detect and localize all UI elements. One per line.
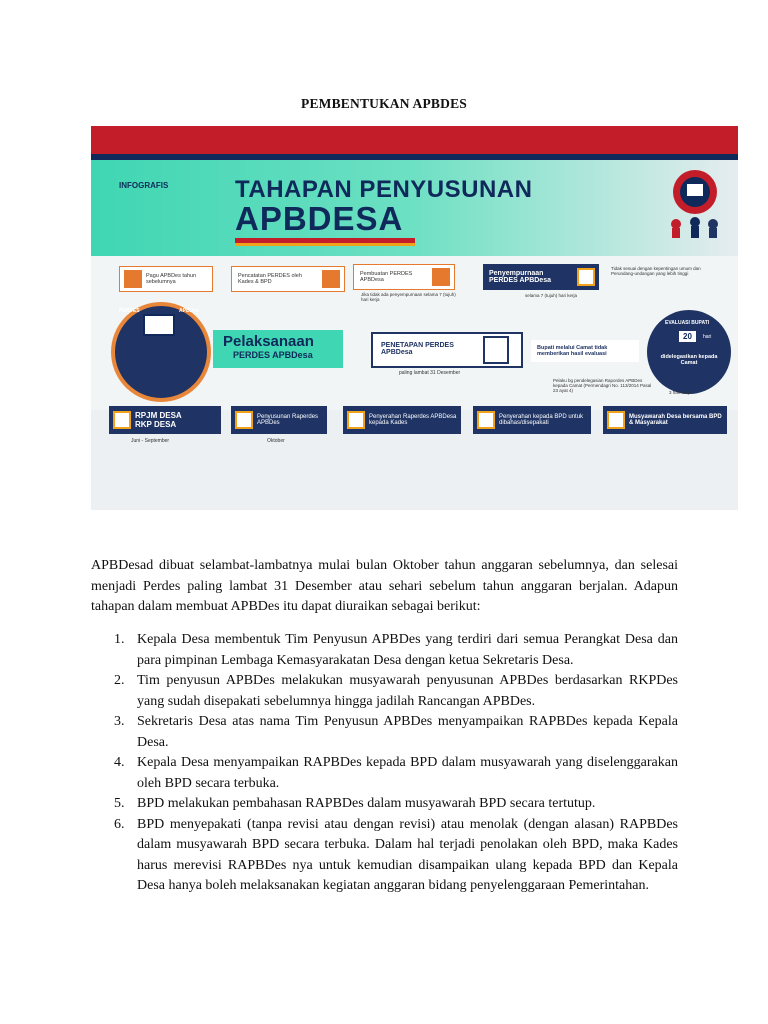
pelaku-note: Pelaku bg pendelegasian Rapordes APBDes kepada Camat (Permendagri No. 113/2014 Pasal 23 ayat 4) [553, 378, 652, 393]
musyawarah-label: Musyawarah Desa bersama BPD & Masyarakat [629, 414, 722, 426]
pelaksanaan-banner [213, 330, 343, 368]
list-item-number: 3. [114, 714, 125, 729]
box-rpjm [109, 406, 221, 434]
logo-icon [666, 168, 724, 238]
box-penyerahan-kades [343, 406, 461, 434]
hari-label: hari [703, 334, 712, 340]
box-bupati [531, 340, 639, 362]
book-icon [143, 314, 175, 336]
book-icon [577, 268, 595, 286]
list-item-text: Tim penyusun APBDes melakukan musyawarah penyusunan APBDes berdasarkan RKPDes yang sudah disepakati sebelumnya hingga jadilah Rancangan APBDes. [137, 673, 678, 709]
handshake-icon [607, 411, 625, 429]
pelaksanaan-line2: PERDES APBDesa [233, 350, 313, 360]
oktober-note: Oktober [267, 438, 285, 444]
heading-underline-accent [235, 243, 415, 246]
infographic-heading-line1: TAHAPAN PENYUSUNAN [235, 176, 533, 203]
box-pagu-label: Pagu APBDes tahun sebelumnya [146, 273, 197, 285]
list-item-number: 2. [114, 673, 125, 688]
juni-note: Juni - September [131, 438, 170, 444]
list-item [91, 712, 678, 753]
clipboard-icon [483, 336, 509, 364]
infographic-top-bar [91, 126, 738, 154]
list-item [91, 815, 678, 897]
stamp-icon [322, 270, 340, 288]
infographic-heading-line2: APBDESA [235, 200, 404, 237]
intro-paragraph: APBDesad dibuat selambat-lambatnya mulai bulan Oktober tahun anggaran sebelumnya, dan selesai menjadi Perdes paling lambat 31 Desember atau sehari sebelum tahun anggaran berjalan. Adapun tahapan dalam membuat APBDes itu dapat diuraikan sebagai berikut: [91, 558, 678, 614]
perdes-circle-label: PERDES [119, 308, 140, 314]
box-pagu [119, 266, 213, 292]
tiga-hari-note: 3 hari kerja [669, 390, 692, 395]
document-icon [432, 268, 450, 286]
box-penyempurnaan [483, 264, 599, 290]
tidak-sesuai-note: Tidak sesuai dengan kepentingan umum dan Perundang-undangan yang lebih tinggi [611, 266, 701, 276]
list-item-number: 5. [114, 796, 125, 811]
steps-list [91, 630, 678, 897]
box-musyawarah [603, 406, 727, 434]
list-item-text: Sekretaris Desa atas nama Tim Penyusun APBDes menyampaikan RAPBDes kepada Kepala Desa. [137, 714, 678, 750]
list-item [91, 671, 678, 712]
box-penyerahan-bpd [473, 406, 591, 434]
book-icon [113, 411, 131, 429]
paling-lambat-note: paling lambat 31 Desember [399, 370, 461, 376]
rpjm-label: RPJM DESA [135, 411, 182, 420]
pembuatan-note: Jika tidak ada penyempurnaan selama 7 (tujuh) hari kerja [361, 292, 456, 302]
box-pembuatan-label: Pembuatan PERDES APBDesa [360, 271, 413, 283]
list-item-number: 4. [114, 755, 125, 770]
evaluasi-label: EVALUASI BUPATI [665, 320, 710, 326]
box-penyusunan [231, 406, 327, 434]
box-pencatatan-label: Pencatatan PERDES oleh Kades & BPD [238, 273, 302, 285]
box-bupati-label: Bupati melalui Camat tidak memberikan hasil evaluasi [537, 345, 608, 357]
list-item-text: Kepala Desa menyampaikan RAPBDes kepada BPD dalam musyawarah yang diselenggarakan oleh BPD secara terbuka. [137, 755, 678, 791]
list-item [91, 794, 678, 815]
box-pencatatan [231, 266, 345, 292]
infographic-tag: INFOGRAFIS [119, 181, 169, 190]
page-title: PEMBENTUKAN APBDES [301, 96, 467, 111]
apbdes-circle-label: APBDes [179, 308, 199, 314]
box-penyempurnaan-label: Penyempurnaan PERDES APBDesa [489, 270, 551, 284]
list-item-text: BPD menyepakati (tanpa revisi atau dengan revisi) atau menolak (dengan alasan) RAPBDes dalam musyawarah BPD secara terbuka. Dalam hal terjadi penolakan oleh BPD, maka Kades harus merevisi RAPBDes nya untuk kemudian disampaikan ulang kepada BPD dan Kepala Desa hanya boleh melaksanakan kegiatan anggaran bidang penyelenggaraan Pemerintahan. [137, 816, 678, 893]
penyerahan2-label: Penyerahan kepada BPD untuk dibahas/disepakati [499, 414, 584, 426]
penyempurnaan-note: selama 7 (tujuh) hari kerja [525, 293, 578, 298]
penyerahan1-label: Penyerahan Raperdes APBDesa kepada Kades [369, 414, 457, 426]
meeting-icon [477, 411, 495, 429]
rkp-label: RKP DESA [135, 420, 177, 429]
box-penetapan-label: PENETAPAN PERDES APBDesa [381, 342, 454, 356]
hari-number: 20 [679, 331, 696, 342]
list-item-text: BPD melakukan pembahasan RAPBDes dalam musyawarah BPD secara tertutup. [137, 796, 596, 811]
infographic-image [91, 126, 738, 510]
list-item-number: 1. [114, 632, 125, 647]
handover-icon [347, 411, 365, 429]
document-icon [235, 411, 253, 429]
penyusunan-label: Penyusunan Raperdes APBDes [257, 414, 319, 426]
list-item-text: Kepala Desa membentuk Tim Penyusun APBDes yang terdiri dari semua Perangkat Desa dan para pimpinan Lembaga Kemasyarakatan Desa dengan ketua Sekretaris Desa. [137, 632, 678, 668]
list-item [91, 630, 678, 671]
box-pembuatan [353, 264, 455, 290]
list-item [91, 753, 678, 794]
didelegasikan-label: didelegasikan kepada Camat [660, 354, 718, 366]
pelaksanaan-line1: Pelaksanaan [223, 333, 314, 350]
list-item-number: 6. [114, 816, 125, 832]
chart-icon [124, 270, 142, 288]
